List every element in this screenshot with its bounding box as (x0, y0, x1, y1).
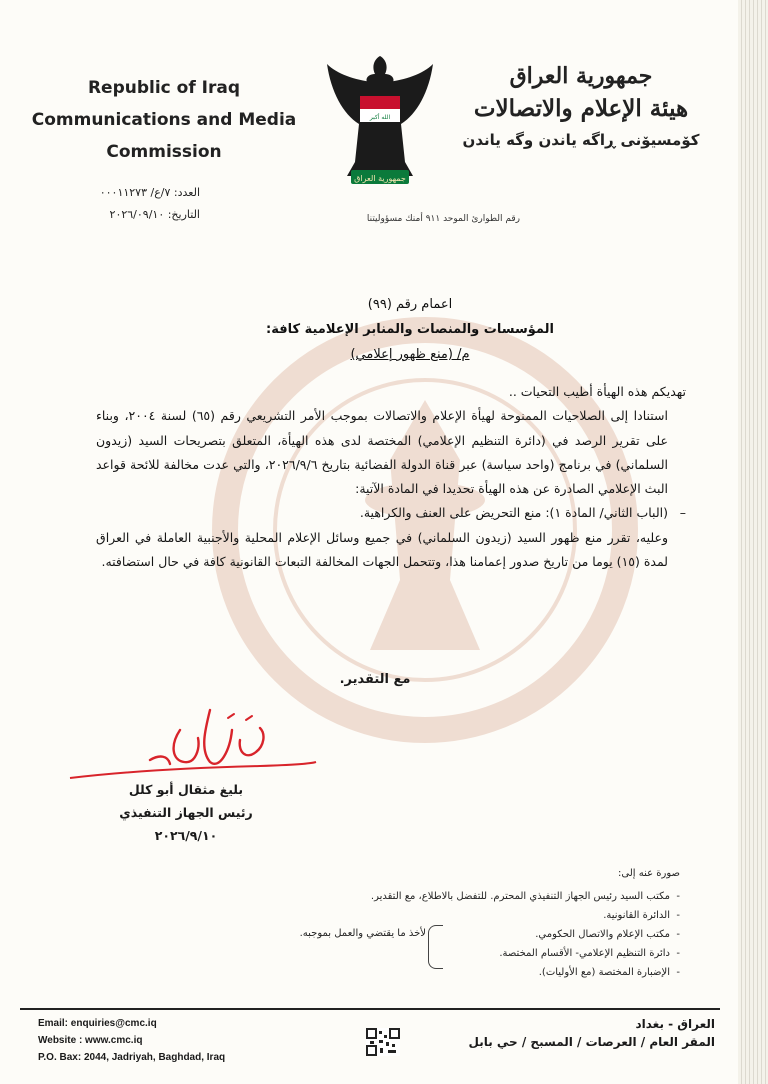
footer-street: المقر العام / العرصات / المسبح / حي بابل (468, 1035, 715, 1049)
paragraph-decision: وعليه، تقرر منع ظهور السيد (زيدون السلماني) في جميع وسائل الإعلام المحلية والأجنبية العاملة في العراق لمدة (١٥) يوما من تاريخ صدور إعمامنا هذا، وتتحمل الجهات المخالفة التبعات القانونية كافة في حال استضافته. (96, 529, 668, 570)
footer-email: Email: enquiries@cmc.iq (38, 1018, 157, 1029)
cc-item: - دائرة التنظيم الإعلامي- الأقسام المختصة. (240, 944, 680, 963)
ar-header-commission: هيئة الإعلام والاتصالات (473, 95, 689, 122)
english-header (24, 72, 304, 168)
footer-city: العراق - بغداد (635, 1017, 715, 1031)
footer-website: Website : www.cmc.iq (38, 1035, 143, 1046)
violated-article: – (الباب الثاني/ المادة ١): منع التحريض على العنف والكراهية. (96, 501, 686, 525)
reference-block (40, 182, 200, 226)
signer-name: بليغ مثقال أبو كلل (128, 782, 244, 797)
greeting: تهديكم هذه الهيأة أطيب التحيات .. (508, 384, 686, 399)
cc-block (240, 864, 680, 982)
signer-title: رئيس الجهاز التنفيذي (119, 805, 253, 820)
reference-number: العدد: ٧/ع/ ٠٠٠١١٢٧٣ (99, 186, 200, 199)
reference-date: التاريخ: ٢٠٢٦/٠٩/١٠ (109, 208, 200, 221)
en-header-line-3: Commission (106, 142, 222, 162)
footer-divider (20, 1008, 720, 1010)
hotline-note: رقم الطوارئ الموحد ٩١١ أمنك مسؤوليتنا (366, 214, 520, 224)
circular-subject: م/ (منع ظهور إعلامي) (350, 347, 470, 362)
eagle-emblem-icon (325, 52, 435, 192)
footer-contact (38, 1015, 338, 1066)
signer-date: ٢٠٢٦/٩/١٠ (154, 828, 218, 843)
cc-item: - الدائرة القانونية. (240, 906, 680, 925)
en-header-line-2: Communications and Media (31, 110, 297, 130)
letter-body (96, 380, 686, 574)
footer-po-box: P.O. Bax: 2044, Jadriyah, Baghdad, Iraq (38, 1052, 226, 1063)
cc-item: - الإضبارة المختصة (مع الأوليات). (240, 963, 680, 982)
cc-title: صورة عنه إلى: (618, 868, 680, 879)
circular-heading (200, 292, 620, 367)
cc-item: - مكتب السيد رئيس الجهاز التنفيذي المحترم. للتفضل بالاطلاع، مع التقدير. (240, 887, 680, 906)
stacked-pages-edge (738, 0, 768, 1084)
en-header-line-1: Republic of Iraq (87, 78, 241, 98)
qr-code-icon (366, 1028, 400, 1056)
cc-note: لأخذ ما يقتضي والعمل بموجبه. (299, 928, 426, 939)
signer-block (96, 778, 276, 847)
circular-title: اعمام رقم (٩٩) (367, 297, 453, 312)
arabic-header (440, 60, 722, 154)
emblem-flag-text: الله أكبر (369, 114, 391, 121)
kurdish-header: كۆمسیۆنی ڕاگە یاندن وگە یاندن (462, 131, 700, 149)
cc-item: - مكتب الإعلام والاتصال الحكومي. (240, 925, 680, 944)
circular-addressee: المؤسسات والمنصات والمنابر الإعلامية كافة: (266, 322, 554, 337)
cc-bracket (428, 925, 443, 969)
ar-header-country: جمهورية العراق (509, 63, 653, 89)
emblem-label: جمهورية العراق (354, 174, 406, 183)
footer-address (460, 1015, 715, 1051)
closing-regards: مع التقدير. (339, 672, 411, 687)
paragraph-basis: استنادا إلى الصلاحيات الممنوحة لهيأة الإعلام والاتصالات بموجب الأمر التشريعي رقم (٦٥) لسنة ٢٠٠٤، وبناء على تقرير الرصد في (دائرة التنظيم الإعلامي) المختصة لدى هذه الهيأة، المتعلق بتصريحات السيد (زيدون السلماني) في برنامج (واحد سياسة) عبر قناة الدولة الفضائية بتاريخ ٢٠٢٦/٩/٦، والتي عدت مخالفة للائحة قواعد البث الإعلامي الصادرة عن هذه الهيأة تحديدا في المادة الآتية: (96, 408, 668, 497)
